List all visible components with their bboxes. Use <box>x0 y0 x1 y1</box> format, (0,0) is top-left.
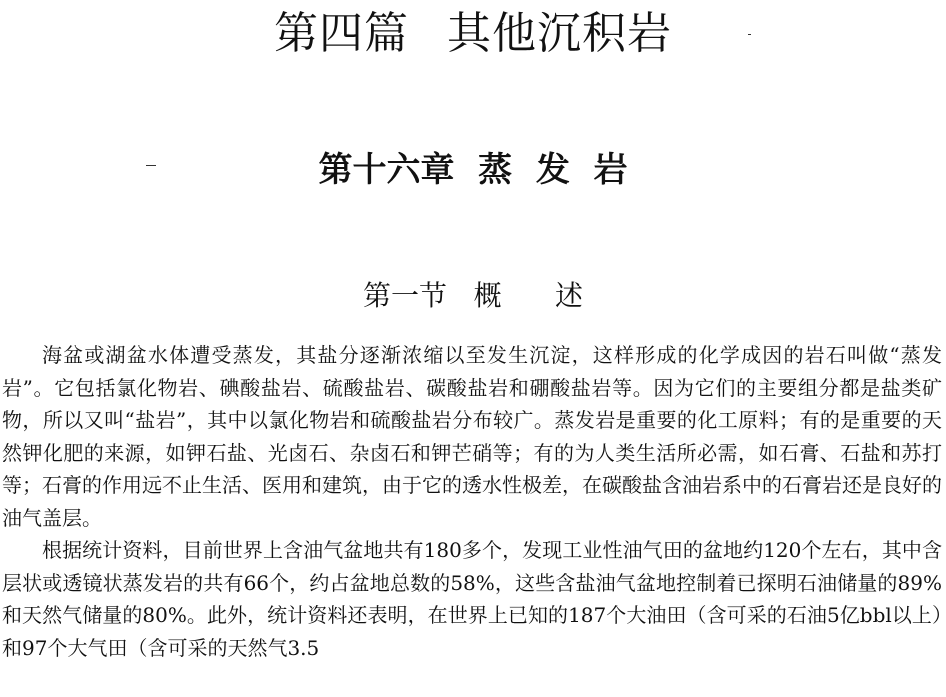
scan-speck <box>748 34 751 35</box>
body-text <box>2 339 942 664</box>
paragraph-intro: 海盆或湖盆水体遭受蒸发，其盐分逐渐浓缩以至发生沉淀，这样形成的化学成因的岩石叫做“蒸发岩”。它包括氯化物岩、碘酸盐岩、硫酸盐岩、碳酸盐岩和硼酸盐岩等。因为它们的主要组分都是盐类矿物，所以又叫“盐岩”，其中以氯化物岩和硫酸盐岩分布较广。蒸发岩是重要的化工原料；有的是重要的天然钾化肥的来源，如钾石盐、光卤石、杂卤石和钾芒硝等；有的为人类生活所必需，如石膏、石盐和苏打等；石膏的作用远不止生活、医用和建筑，由于它的透水性极差，在碳酸盐含油岩系中的石膏岩还是良好的油气盖层。 <box>2 343 942 530</box>
part-name: 其他沉积岩 <box>447 8 672 59</box>
part-number: 第四篇 <box>274 8 409 59</box>
scan-speck <box>146 165 156 166</box>
part-title <box>0 6 946 62</box>
section-title: 第一节 概 述 <box>362 279 584 312</box>
chapter-title: 第十六章 蒸 发 岩 <box>318 150 628 190</box>
paragraph-statistics: 根据统计资料，目前世界上含油气盆地共有180多个，发现工业性油气田的盆地约120个左右，其中含层状或透镜状蒸发岩的共有66个，约占盆地总数的58%，这些含盐油气盆地控制着已探明石油储量的89%和天然气储量的80%。此外，统计资料还表明，在世界上已知的187个大油田（含可采的石油5亿bbl以上）和97个大气田（含可采的天然气3.5 <box>2 538 942 660</box>
